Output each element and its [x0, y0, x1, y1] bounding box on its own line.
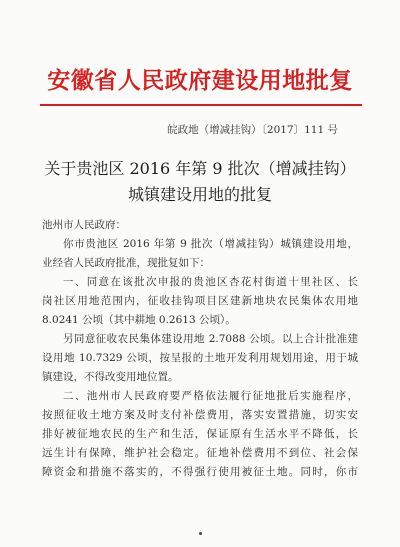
paragraph-3 — [42, 330, 358, 387]
salutation-text: 池州市人民政府： — [42, 219, 126, 231]
document-body — [42, 216, 358, 482]
document-number: 皖政地（增减挂钩）〔2017〕111 号 — [167, 124, 338, 136]
paragraph-4-line-3: 排好被征地农民的生产和生活，保证原有生活水平不降低，长 — [42, 428, 358, 440]
paragraph-2-line-2: 岗社区用地范围内，征收挂钩项目区建新地块农民集体农用地 — [42, 295, 358, 307]
paragraph-1-line-2: 业经省人民政府批准，现批复如下： — [42, 257, 210, 269]
paragraph-1 — [42, 235, 358, 273]
paragraph-1-line-1: 你市贵池区 2016 年第 9 批次（增减挂钩）城镇建设用地， — [63, 238, 358, 250]
paragraph-4-line-2: 按照征收土地方案及时支付补偿费用，落实安置措施，切实安 — [42, 409, 358, 421]
salutation — [42, 216, 358, 235]
paragraph-3-line-3: 镇建设，不得改变用地位置。 — [42, 371, 179, 383]
paragraph-4-line-4: 远生计有保障，维护社会稳定。征地补偿费用不到位、社会保 — [42, 447, 358, 459]
document-header-title: 安徽省人民政府建设用地批复 — [47, 68, 353, 94]
paragraph-4-line-1: 二、池州市人民政府要严格依法履行征地批后实施程序， — [63, 390, 358, 402]
paragraph-4 — [42, 387, 358, 482]
paragraph-3-line-2: 设用地 10.7329 公顷，按呈报的土地开发利用规划用途，用于城 — [42, 352, 358, 364]
paragraph-2-line-3: 8.0241 公顷（其中耕地 0.2613 公顷）。 — [42, 314, 236, 326]
paragraph-2 — [42, 273, 358, 330]
header-red-rule — [40, 104, 362, 106]
paragraph-3-line-1: 另同意征收农民集体建设用地 2.7088 公顷。以上合计批准建 — [63, 333, 358, 345]
document-title-line-2: 城镇建设用地的批复 — [127, 185, 272, 204]
document-title-line-1: 关于贵池区 2016 年第 9 批次（增减挂钩） — [44, 159, 356, 178]
paragraph-4-line-5: 障资金和措施不落实的，不得强行使用被征土地。同时，你市 — [42, 466, 358, 478]
paragraph-2-line-1: 一、同意在该批次申报的贵池区杏花村街道十里社区、长 — [63, 276, 358, 288]
page-mark-dot — [199, 532, 202, 535]
